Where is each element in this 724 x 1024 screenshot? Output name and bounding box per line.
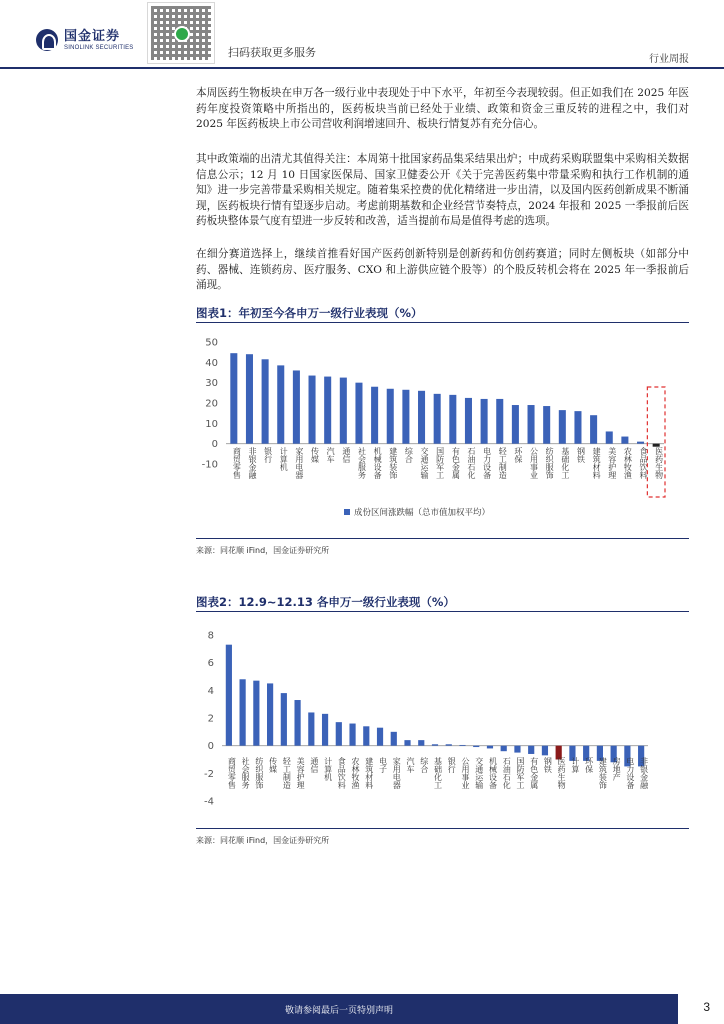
bar [322, 714, 328, 746]
bar [459, 745, 465, 746]
category-label: 房地产 [612, 757, 622, 781]
y-tick-label: 10 [205, 418, 218, 430]
category-label: 公用事业 [529, 447, 539, 479]
category-label: 综合 [404, 447, 414, 463]
bar [446, 744, 452, 745]
category-label: 钢铁 [543, 757, 553, 773]
bar [487, 746, 493, 749]
category-label: 家用电器 [392, 757, 402, 789]
category-label: 机械设备 [488, 757, 498, 789]
category-label: 建筑装饰 [598, 757, 608, 789]
y-tick-label: 0 [207, 741, 214, 753]
figure2-bottom-rule [196, 828, 689, 829]
y-tick-label: -10 [201, 459, 218, 471]
paragraph-1: 本周医药生物板块在申万各一级行业中表现处于中下水平，年初至今表现较弱。但正如我们在 2025 年医药年度投资策略中所指出的，医药板块当前已经处于业绩、政策和资金三重反转的进程之中，我们对 2025 年医药板块上市公司营收利润增速回升、板块行情复苏有充分信心。 [196, 87, 689, 130]
category-label: 汽车 [326, 447, 336, 463]
category-label: 电子 [378, 757, 388, 773]
category-label: 交通运输 [474, 757, 484, 789]
category-label: 建筑材料 [364, 757, 374, 789]
y-tick-label: 4 [207, 685, 214, 697]
logo-en-text: SINOLINK SECURITIES [64, 44, 134, 51]
page-number: 3 [703, 1000, 710, 1014]
category-label: 食品饮料 [639, 447, 649, 479]
category-label: 石油石化 [466, 447, 476, 479]
page-footer [0, 994, 724, 1024]
bar [418, 740, 424, 746]
category-label: 建筑装饰 [388, 447, 398, 479]
bar [528, 746, 534, 754]
category-label: 机械设备 [373, 447, 383, 479]
paragraph-3: 在细分赛道选择上，继续首推看好国产医药创新特别是创新药和仿创药赛道；同时左侧板块（如部分中药、器械、连锁药房、医疗服务、CXO 和上游供应链个股等）的个股反转机会将在 2025 年一季报前后涌现。 [196, 248, 689, 291]
bar [253, 681, 259, 746]
doc-type-label: 行业周报 [649, 54, 689, 65]
bar [281, 693, 287, 746]
y-tick-label: 6 [207, 658, 214, 670]
figure2-title: 图表2：12.9~12.13 各申万一级行业表现（%） [196, 590, 689, 612]
bar [226, 645, 232, 746]
category-label: 医药生物 [654, 447, 664, 479]
category-label: 银行 [263, 447, 273, 463]
y-tick-label: 20 [205, 398, 218, 410]
figure2-source: 来源：同花顺 iFind，国金证券研究所 [196, 836, 330, 845]
category-label: 通信 [309, 757, 319, 773]
category-label: 基础化工 [433, 757, 443, 789]
category-label: 环保 [584, 757, 594, 773]
category-label: 传媒 [310, 447, 320, 463]
category-label: 公用事业 [460, 757, 470, 789]
y-tick-label: 50 [205, 337, 218, 349]
bar [473, 746, 479, 747]
category-label: 商贸零售 [232, 447, 242, 479]
category-label: 非银金融 [639, 757, 649, 789]
category-label: 综合 [419, 757, 429, 773]
category-label: 农林牧渔 [623, 447, 633, 479]
bar [294, 700, 300, 746]
category-label: 农林牧渔 [351, 757, 361, 789]
category-label: 商贸零售 [227, 757, 237, 789]
bar [514, 746, 520, 753]
category-label: 计算 [570, 757, 580, 773]
category-label: 纺织服饰 [545, 447, 555, 479]
category-label: 美容护理 [296, 757, 306, 789]
bar [336, 722, 342, 746]
bar [432, 744, 438, 745]
legend-label: 成份区间涨跌幅（总市值加权平均） [354, 508, 491, 518]
y-tick-label: -4 [204, 796, 214, 808]
category-label: 电力设备 [625, 757, 635, 789]
scan-prompt: 扫码获取更多服务 [228, 46, 316, 59]
category-label: 电力设备 [482, 447, 492, 479]
category-label: 计算机 [279, 447, 289, 471]
bar [542, 746, 548, 756]
category-label: 基础化工 [560, 447, 570, 479]
y-tick-label: 2 [207, 713, 214, 725]
category-label: 非银金融 [247, 447, 257, 479]
category-label: 国防军工 [515, 757, 525, 789]
category-label: 通信 [341, 447, 351, 463]
category-label: 社会服务 [241, 757, 251, 789]
category-label: 轻工制造 [498, 447, 508, 479]
category-label: 有色金属 [529, 757, 539, 789]
y-tick-label: 40 [205, 357, 218, 369]
category-label: 国防军工 [435, 447, 445, 479]
footer-disclaimer: 敬请参阅最后一页特别声明 [284, 1006, 393, 1016]
bar [377, 728, 383, 746]
category-label: 医药生物 [557, 757, 567, 789]
figure1-source: 来源：同花顺 iFind，国金证券研究所 [196, 546, 330, 555]
category-label: 交通运输 [420, 447, 430, 479]
category-label: 家用电器 [294, 447, 304, 479]
bar [308, 712, 314, 745]
bar [391, 732, 397, 746]
category-label: 建筑材料 [592, 447, 602, 479]
category-label: 食品饮料 [337, 757, 347, 789]
y-tick-label: -2 [204, 768, 214, 780]
bar [363, 726, 369, 745]
bar [240, 679, 246, 745]
category-label: 计算机 [323, 757, 333, 781]
category-label: 轻工制造 [282, 757, 292, 789]
bar [404, 740, 410, 746]
logo-cn-text: 国金证券 [64, 28, 121, 44]
category-label: 汽车 [406, 757, 416, 773]
category-label: 石油石化 [502, 757, 512, 789]
y-tick-label: 0 [211, 439, 218, 451]
category-label: 纺织服饰 [254, 757, 264, 789]
y-tick-label: 8 [207, 630, 214, 642]
bar [267, 683, 273, 745]
category-label: 传媒 [268, 757, 278, 773]
y-tick-label: 30 [205, 378, 218, 390]
category-label: 美容护理 [607, 447, 617, 479]
figure1-title: 图表1：年初至今各申万一级行业表现（%） [196, 301, 689, 323]
category-label: 环保 [513, 447, 523, 463]
paragraph-2: 其中政策端的出清尤其值得关注：本周第十批国家药品集采结果出炉；中成药采购联盟集中采购相关数据信息公示；12 月 10 日国家医保局、国家卫健委公开《关于完善医药集中带量采购和执行工作机制的通知》进一步完善带量采购相关规定。随着集采控费的优化精绪进一步出清，以及国内医药创新成果不断涌现，医药板块行情有望逐步启动。考虑前期基数和企业经营节奏特点，2024 年报和 2025 一季报前后医药板块整体景气度有望进一步反转和改善，适当提前布局是值得考虑的选项。 [196, 153, 689, 227]
category-label: 钢铁 [576, 447, 586, 463]
category-label: 有色金属 [451, 447, 461, 479]
category-label: 社会服务 [357, 447, 367, 479]
bar [501, 746, 507, 752]
bar [349, 724, 355, 746]
category-label: 银行 [447, 757, 457, 773]
